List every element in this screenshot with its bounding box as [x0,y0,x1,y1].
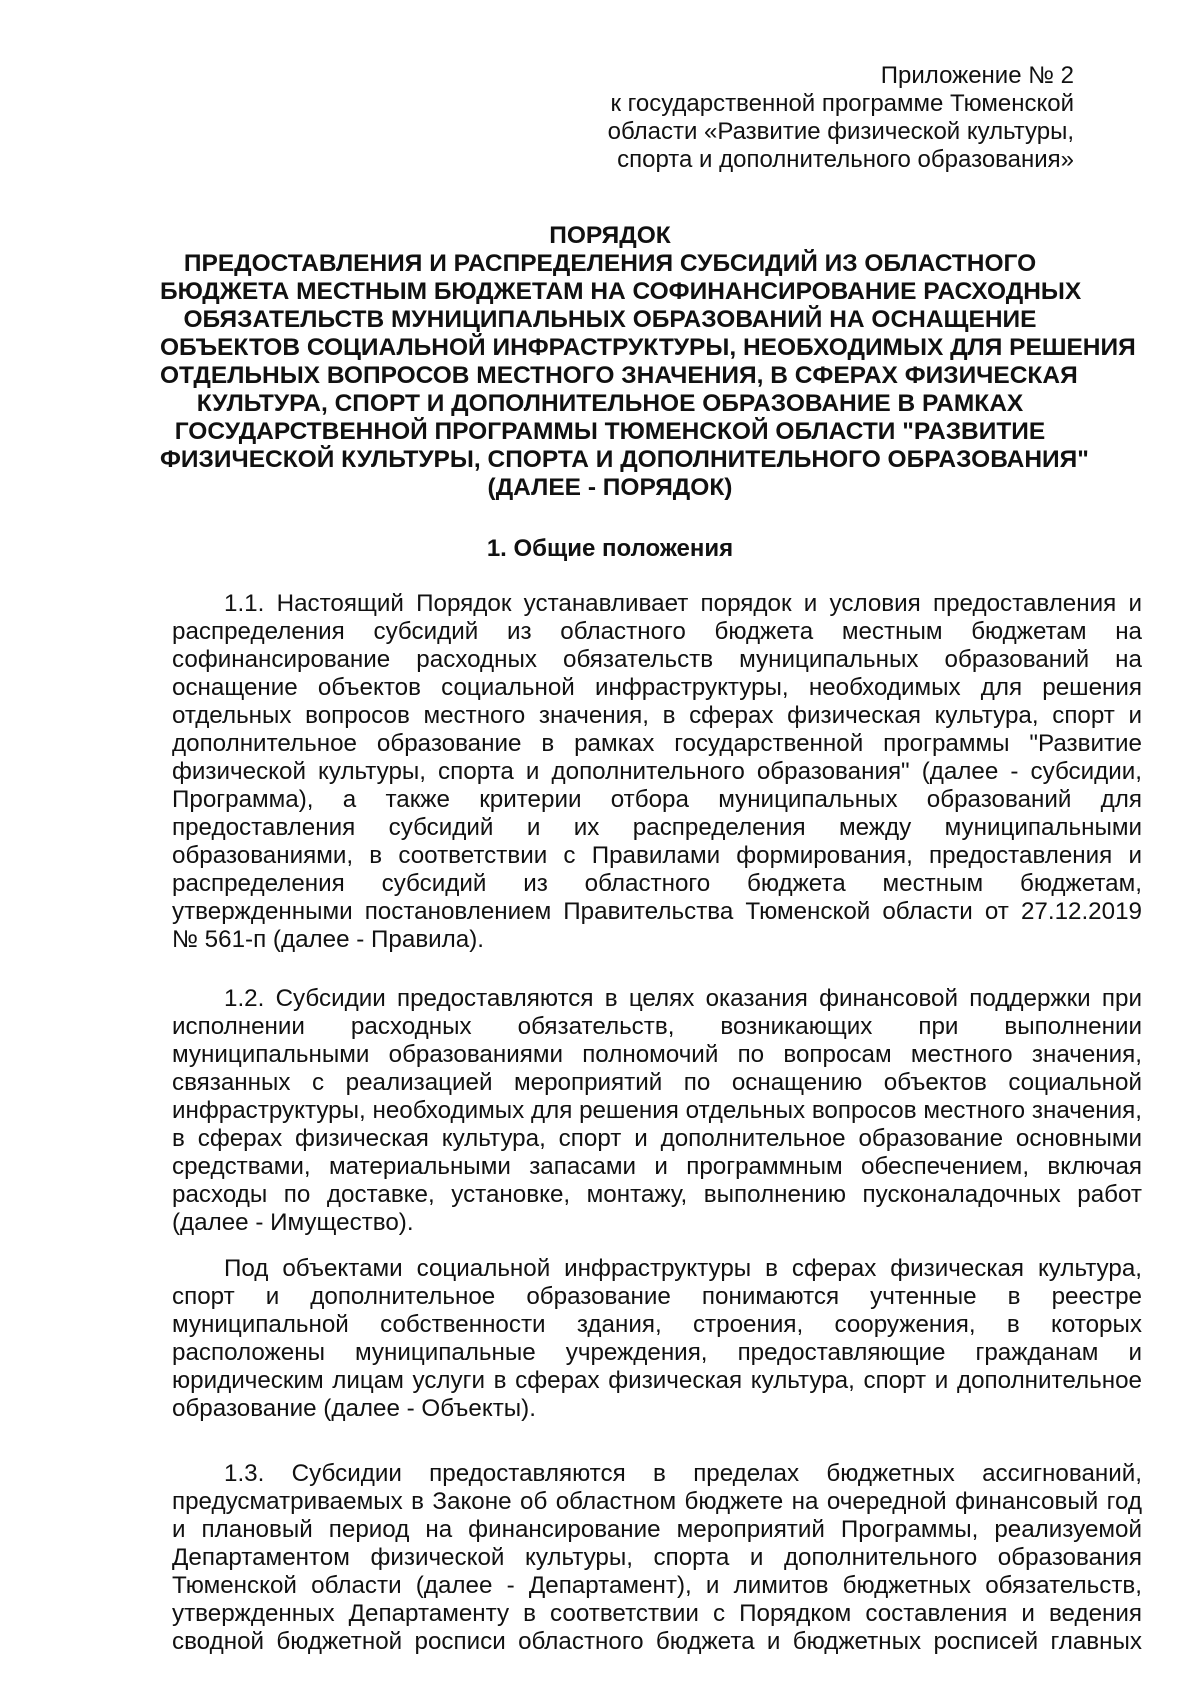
text-line: Программа), а также критерии отбора муниципальных образований для [172,786,1142,813]
text-line: и плановый период на финансирование мероприятий Программы, реализуемой [172,1516,1142,1543]
title-line: ФИЗИЧЕСКОЙ КУЛЬТУРЫ, СПОРТА И ДОПОЛНИТЕЛЬНОГО ОБРАЗОВАНИЯ" [160,446,1089,473]
text-line: отдельных вопросов местного значения, в сферах физическая культура, спорт и [172,702,1142,729]
text-line: распределения субсидий из областного бюджета местным бюджетам на [172,618,1142,645]
title-line: КУЛЬТУРА, СПОРТ И ДОПОЛНИТЕЛЬНОЕ ОБРАЗОВАНИЕ В РАМКАХ [196,390,1024,417]
appendix-header [554,62,1074,174]
text-line: утвержденными постановлением Правительства Тюменской области от 27.12.2019 [172,898,1142,925]
paragraph-1-3 [172,1460,1142,1656]
text-line: Департаментом физической культуры, спорта и дополнительного образования [172,1544,1142,1571]
title-line: ГОСУДАРСТВЕННОЙ ПРОГРАММЫ ТЮМЕНСКОЙ ОБЛАСТИ "РАЗВИТИЕ [174,418,1046,445]
text-line: 1.2. Субсидии предоставляются в целях оказания финансовой поддержки при [224,985,1142,1012]
title-line: ОБЪЕКТОВ СОЦИАЛЬНОЙ ИНФРАСТРУКТУРЫ, НЕОБХОДИМЫХ ДЛЯ РЕШЕНИЯ [160,334,1136,361]
text-line: 1.3. Субсидии предоставляются в пределах бюджетных ассигнований, [224,1460,1142,1487]
title-line: ПОРЯДОК [549,222,671,249]
text-line: дополнительное образование в рамках государственной программы "Развитие [172,730,1142,757]
appendix-line: спорта и дополнительного образования» [617,146,1074,173]
text-line: распределения субсидий из областного бюджета местным бюджетам, [172,870,1142,897]
text-line: предусматриваемых в Законе об областном бюджете на очередной финансовый год [172,1488,1142,1515]
title-line: ОБЯЗАТЕЛЬСТВ МУНИЦИПАЛЬНЫХ ОБРАЗОВАНИЙ НА ОСНАЩЕНИЕ [183,306,1037,333]
text-line: исполнении расходных обязательств, возникающих при выполнении [172,1013,1142,1040]
text-line: в сферах физическая культура, спорт и дополнительное образование основными [172,1125,1142,1152]
text-line: (далее - Имущество). [172,1209,414,1236]
text-line: Под объектами социальной инфраструктуры в сферах физическая культура, [224,1255,1142,1282]
title-line: ПРЕДОСТАВЛЕНИЯ И РАСПРЕДЕЛЕНИЯ СУБСИДИЙ ИЗ ОБЛАСТНОГО [183,250,1037,277]
text-line: муниципальными образованиями полномочий по вопросам местного значения, [172,1041,1142,1068]
text-line: инфраструктуры, необходимых для решения отдельных вопросов местного значения, [172,1097,1142,1124]
paragraph-1-2 [172,985,1142,1237]
text-line: физической культуры, спорта и дополнительного образования" (далее - субсидии, [172,758,1142,785]
appendix-line: Приложение № 2 [880,62,1074,89]
paragraph-1-1 [172,590,1142,954]
text-line: муниципальной собственности здания, строения, сооружения, в которых [172,1311,1142,1338]
section-heading: 1. Общие положения [486,535,734,562]
title-line: ОТДЕЛЬНЫХ ВОПРОСОВ МЕСТНОГО ЗНАЧЕНИЯ, В СФЕРАХ ФИЗИЧЕСКАЯ [160,362,1078,389]
text-line: предоставления субсидий и их распределения между муниципальными [172,814,1142,841]
text-line: расположены муниципальные учреждения, предоставляющие гражданам и [172,1339,1142,1366]
text-line: софинансирование расходных обязательств муниципальных образований на [172,646,1142,673]
appendix-line: области «Развитие физической культуры, [607,118,1074,145]
title-line: (ДАЛЕЕ - ПОРЯДОК) [487,474,733,501]
text-line: № 561-п (далее - Правила). [172,926,485,953]
text-line: Тюменской области (далее - Департамент), и лимитов бюджетных обязательств, [172,1572,1142,1599]
appendix-line: к государственной программе Тюменской [610,90,1074,117]
text-line: средствами, материальными запасами и программным обеспечением, включая [172,1153,1142,1180]
text-line: спорт и дополнительное образование понимаются учтенные в реестре [172,1283,1142,1310]
title-line: БЮДЖЕТА МЕСТНЫМ БЮДЖЕТАМ НА СОФИНАНСИРОВАНИЕ РАСХОДНЫХ [160,278,1082,305]
text-line: юридическим лицам услуги в сферах физическая культура, спорт и дополнительное [172,1367,1142,1394]
paragraph-objects-definition [172,1255,1142,1423]
text-line: связанных с реализацией мероприятий по оснащению объектов социальной [172,1069,1142,1096]
text-line: расходы по доставке, установке, монтажу, выполнению пусконаладочных работ [172,1181,1142,1208]
text-line: сводной бюджетной росписи областного бюджета и бюджетных росписей главных [172,1628,1142,1655]
document-title [160,222,1136,502]
text-line: оснащение объектов социальной инфраструктуры, необходимых для решения [172,674,1142,701]
text-line: утвержденных Департаменту в соответствии с Порядком составления и ведения [172,1600,1142,1627]
text-line: образование (далее - Объекты). [172,1395,536,1422]
text-line: 1.1. Настоящий Порядок устанавливает порядок и условия предоставления и [224,590,1142,617]
text-line: образованиями, в соответствии с Правилами формирования, предоставления и [172,842,1142,869]
